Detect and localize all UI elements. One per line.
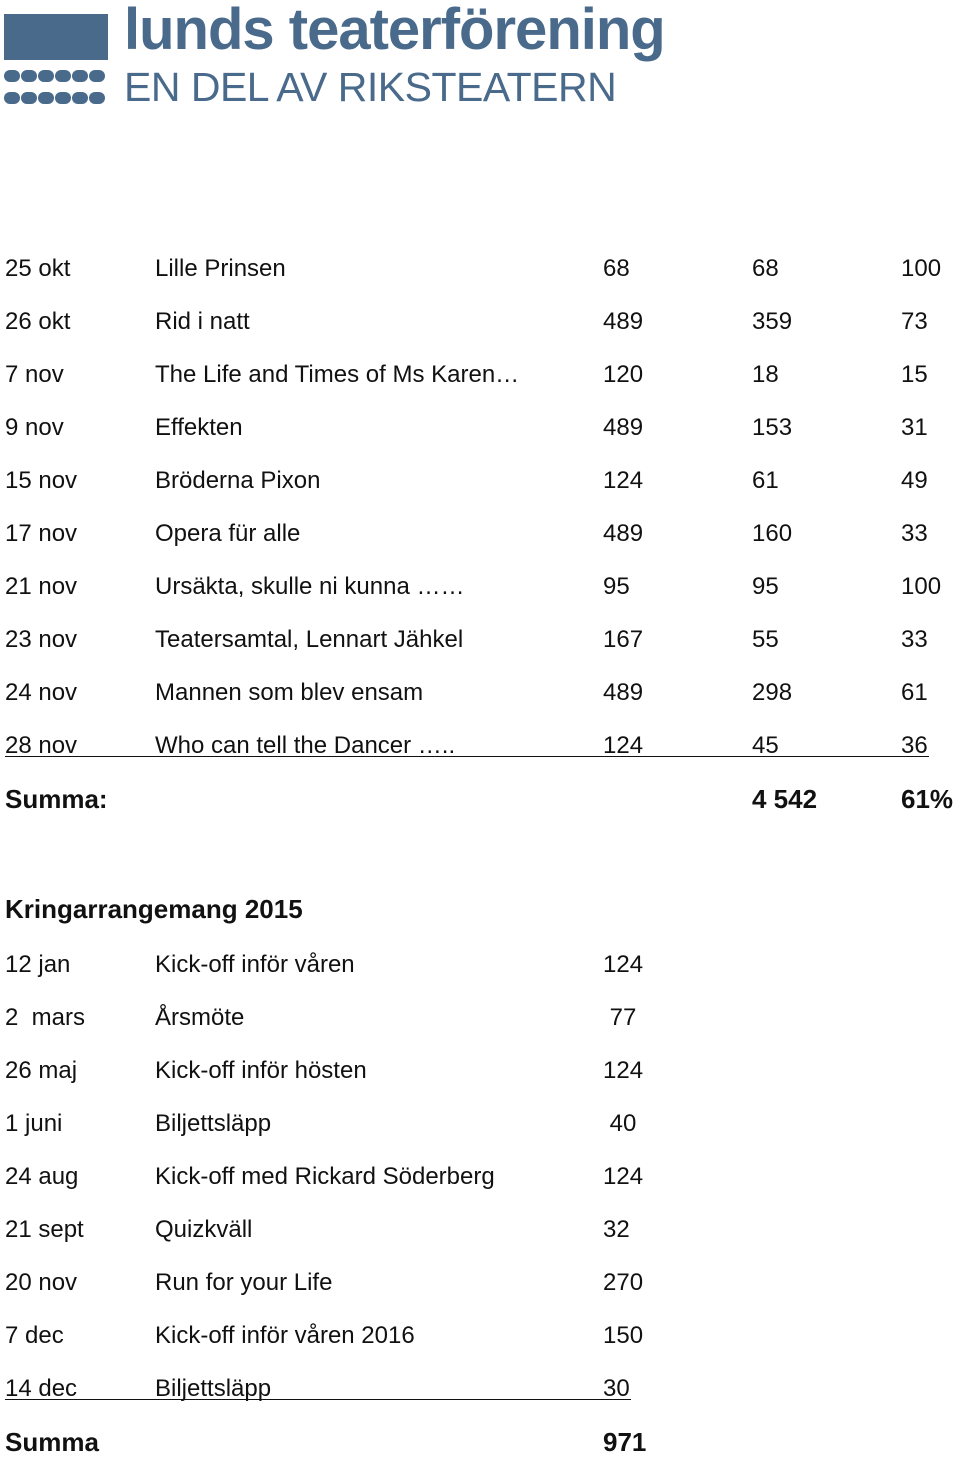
- title-cell: Quizkväll: [155, 1216, 253, 1243]
- capacity-cell: 124: [603, 467, 644, 494]
- percent-cell: 36: [901, 732, 928, 759]
- count-cell: 40: [603, 1110, 637, 1137]
- capacity-cell: 489: [603, 679, 644, 706]
- title-cell: Teatersamtal, Lennart Jähkel: [155, 626, 464, 653]
- date-cell: 24 aug: [5, 1163, 79, 1190]
- divider-rule: [5, 756, 929, 757]
- table-row: [5, 1215, 960, 1268]
- table-row: [5, 1109, 960, 1162]
- table-row: [5, 254, 960, 307]
- percent-cell: 100: [901, 255, 942, 282]
- sold-cell: 55: [752, 626, 779, 653]
- title-cell: Biljettsläpp: [155, 1375, 272, 1402]
- capacity-cell: 120: [603, 361, 644, 388]
- performances-table: [5, 254, 960, 837]
- divider-rule: [5, 1399, 631, 1400]
- side-events-table: [5, 950, 960, 1467]
- table-row: [5, 519, 960, 572]
- table-row: [5, 1162, 960, 1215]
- sold-cell: 68: [752, 255, 779, 282]
- title-cell: Ursäkta, skulle ni kunna ……: [155, 573, 465, 600]
- date-cell: 7 dec: [5, 1322, 64, 1349]
- percent-cell: 73: [901, 308, 928, 335]
- table-row: [5, 360, 960, 413]
- capacity-cell: 167: [603, 626, 644, 653]
- percent-cell: 33: [901, 520, 928, 547]
- date-cell: 1 juni: [5, 1110, 63, 1137]
- sum-row: [5, 784, 960, 837]
- sold-cell: 298: [752, 679, 793, 706]
- brand-subtitle: EN DEL AV RIKSTEATERN: [124, 64, 617, 110]
- count-cell: 77: [603, 1004, 637, 1031]
- title-cell: Lille Prinsen: [155, 255, 286, 282]
- logo-dots: [4, 70, 108, 114]
- table-row: [5, 1268, 960, 1321]
- date-cell: 26 okt: [5, 308, 71, 335]
- count-cell: 124: [603, 951, 644, 978]
- sold-cell: 359: [752, 308, 793, 335]
- date-cell: 23 nov: [5, 626, 78, 653]
- percent-cell: 61: [901, 679, 928, 706]
- title-cell: Mannen som blev ensam: [155, 679, 424, 706]
- sold-cell: 160: [752, 520, 793, 547]
- logo: [4, 6, 108, 104]
- title-cell: Kick-off med Rickard Söderberg: [155, 1163, 495, 1190]
- title-cell: Who can tell the Dancer …..: [155, 732, 456, 759]
- table-row: [5, 950, 960, 1003]
- capacity-cell: 68: [603, 255, 630, 282]
- title-cell: Effekten: [155, 414, 243, 441]
- date-cell: 15 nov: [5, 467, 78, 494]
- count-cell: 270: [603, 1269, 644, 1296]
- table-row: [5, 1003, 960, 1056]
- percent-cell: 15: [901, 361, 928, 388]
- title-cell: Run for your Life: [155, 1269, 333, 1296]
- percent-cell: 100: [901, 573, 942, 600]
- capacity-cell: 489: [603, 520, 644, 547]
- sold-cell: 45: [752, 732, 779, 759]
- sum-count: 971: [603, 1427, 647, 1457]
- capacity-cell: 489: [603, 308, 644, 335]
- title-cell: Årsmöte: [155, 1004, 245, 1031]
- title-cell: Kick-off inför hösten: [155, 1057, 367, 1084]
- sum-label: Summa:: [5, 784, 108, 814]
- date-cell: 9 nov: [5, 414, 64, 441]
- table-row: [5, 1374, 960, 1427]
- capacity-cell: 95: [603, 573, 630, 600]
- table-row: [5, 466, 960, 519]
- count-cell: 30: [603, 1375, 630, 1402]
- date-cell: 2 mars: [5, 1004, 86, 1031]
- table-row: [5, 625, 960, 678]
- title-cell: Kick-off inför våren: [155, 951, 355, 978]
- count-cell: 32: [603, 1216, 630, 1243]
- sold-cell: 18: [752, 361, 779, 388]
- percent-cell: 49: [901, 467, 928, 494]
- table-row: [5, 307, 960, 360]
- percent-cell: 31: [901, 414, 928, 441]
- table-row: [5, 731, 960, 784]
- date-cell: 17 nov: [5, 520, 78, 547]
- count-cell: 150: [603, 1322, 644, 1349]
- date-cell: 12 jan: [5, 951, 71, 978]
- sum-percent: 61%: [901, 784, 954, 814]
- sum-label: Summa: [5, 1427, 99, 1457]
- sum-sold: 4 542: [752, 784, 818, 814]
- table-row: [5, 1056, 960, 1109]
- title-cell: Biljettsläpp: [155, 1110, 272, 1137]
- title-cell: Opera für alle: [155, 520, 301, 547]
- sold-cell: 153: [752, 414, 793, 441]
- date-cell: 14 dec: [5, 1375, 78, 1402]
- title-cell: Kick-off inför våren 2016: [155, 1322, 415, 1349]
- count-cell: 124: [603, 1057, 644, 1084]
- table-row: [5, 678, 960, 731]
- logo-block: [4, 14, 108, 60]
- sold-cell: 95: [752, 573, 779, 600]
- date-cell: 28 nov: [5, 732, 78, 759]
- title-cell: Bröderna Pixon: [155, 467, 321, 494]
- date-cell: 21 nov: [5, 573, 78, 600]
- table-row: [5, 1321, 960, 1374]
- title-cell: Rid i natt: [155, 308, 250, 335]
- sold-cell: 61: [752, 467, 779, 494]
- table-row: [5, 413, 960, 466]
- table-row: [5, 572, 960, 625]
- capacity-cell: 124: [603, 732, 644, 759]
- date-cell: 7 nov: [5, 361, 64, 388]
- brand-title: lunds teaterförening: [124, 0, 665, 62]
- date-cell: 26 maj: [5, 1057, 78, 1084]
- title-cell: The Life and Times of Ms Karen…: [155, 361, 520, 388]
- section-heading: Kringarrangemang 2015: [5, 894, 303, 924]
- date-cell: 25 okt: [5, 255, 71, 282]
- date-cell: 24 nov: [5, 679, 78, 706]
- date-cell: 21 sept: [5, 1216, 84, 1243]
- capacity-cell: 489: [603, 414, 644, 441]
- date-cell: 20 nov: [5, 1269, 78, 1296]
- sum-row: [5, 1427, 960, 1467]
- percent-cell: 33: [901, 626, 928, 653]
- count-cell: 124: [603, 1163, 644, 1190]
